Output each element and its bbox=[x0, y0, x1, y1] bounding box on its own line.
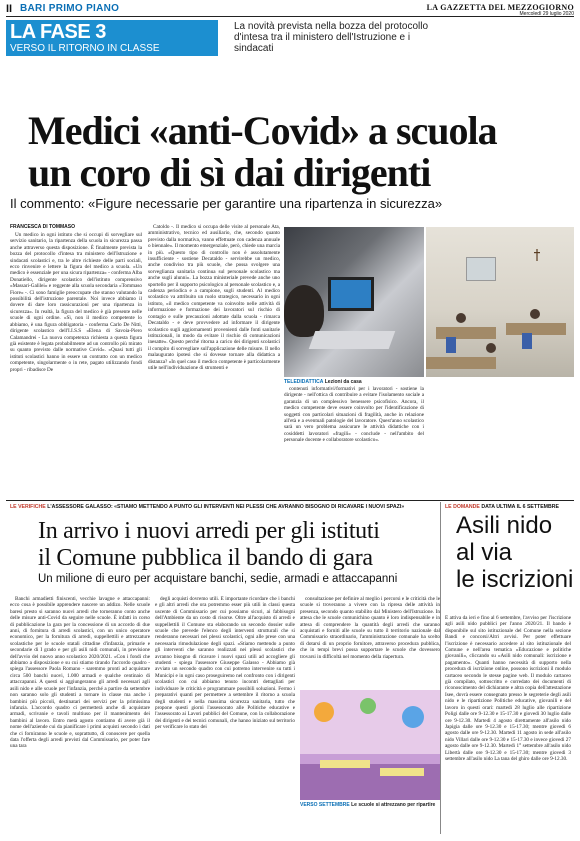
sidebar-title-line1: Asili nido bbox=[456, 512, 553, 539]
crucifix-icon bbox=[534, 249, 540, 261]
article1-col1-text: Un medico in ogni istituto che si occupi di sorvegliare sul servizio sanitario, la ripartenza della scuola in sicurezza passa anche attraverso questa disposizione. È finalmente prevista la bozza del protocollo d'intesa tra ministero dell'Istruzione e sindacati scolastici e, tra le altre richieste delle parti sociali, ecco rinvenire e lettere la figura del medico a scuola. «Un medico è essenziale per una sicura ripartenza» - conferma Alba Donatiello, dirigente scolastico dell'istituto comprensivo «Massari-Galilei» e reggente alla scuola secondaria «Tommaso Fiore» -. Ci sono famiglie preoccupate che stanno valutando la possibilità dell'istruzione parentale. Noi invece abbiamo il dovere di dare loro rassicurazioni per una ripartenza in sicurezza». In realtà, la figura del medico è già presente nelle scuole di ogni ordine. «Sì, non il medico competente lo abbiamo, è una figura obbligatoria - conferma Carlo De Nitti, dirigente scolastico dell'I.I.S.S «Elena di Savoia-Piero Calamandrei - La nuova competenza richiesta a questa figura già esistente è legata probabilmente ad un controllo più mirato su quanto previsto dalle normative Covid». «Quasi tutti gli istituti scolastici hanno in essere un contratto con un medico competente, singolarmente o in rete, pagato utilizzando fondi propri - ribadisce De bbox=[10, 232, 142, 373]
photo-desk bbox=[436, 327, 496, 339]
banner-text: La novità prevista nella bozza del protocollo d'intesa tra il ministero dell'Istruzione e i sindacati bbox=[234, 21, 429, 54]
section-divider bbox=[6, 500, 574, 501]
article2-col2-text: degli acquisti dovremo utili. È importante ricordare che i banchi e gli altri arredi che ora potremmo esser più utili in classi questa uscente di Commissario per cui possiamo sicuri, ai fabbisogni dell'Ambiente da un costo di risorse. Oltre all'acquisto di arredi e suppellettili il Comune sta elaborando un secondo dossier sulle scuole che prevede l'elenco degli interventi strutturali che si renderanno necessari nei plessi scolastici, ogni alle prese con una necessaria rimodulazione degli spazi. «Stiamo mettendo a punto gli interventi che saranno realizzati nei plessi scolastici che avranno bisogno di ricavare i nuovi spazi utili ad accogliere gli studenti - spiega l'assessore Giuseppe Galasso - Abbiamo già avviato un secondo quadro con cui potremo intervenire su tutti i Municipi e in ogni caso proseguiremo nel confronto con i dirigenti scolastici con cui abbiamo tenuto incontri dettagliati per individuare le criticità e programmare possibili soluzioni. Fermo i preparativi quanti per permettere a settembre il ritorno a scuola degli studenti e nella massima sicurezza sanitaria, tutto che propone questi giorni l'assessorato alle Politiche educative e l'assessorato ai Lavori pubblici del Comune, con la collaborazione dei dirigenti e dei tecnici comunali, che hanno iniziato sul territorio per verificare lo stato dei bbox=[155, 596, 295, 731]
photo-child bbox=[530, 309, 540, 319]
newspaper-name: LA GAZZETTA DEL MEZZOGIORNO bbox=[426, 3, 574, 12]
issue-date: Mercoledì 29 luglio 2020 bbox=[519, 11, 574, 17]
photo-child bbox=[456, 313, 466, 323]
photo-wall-decoration bbox=[360, 698, 376, 714]
photo3-caption-text: Le scuole si attrezzano per ripartire bbox=[351, 802, 436, 808]
photo-child bbox=[486, 343, 496, 353]
sidebar-title bbox=[456, 512, 573, 593]
article2-col3-text: consultazione per definire al meglio i percorsi e le criticità che le scuole si troveranno a vivere con la ripresa delle attività in presenza, secondo quanto stabilito dal Ministero dell'Istruzione. In attesa che le scuole comunichino quanto è loro indispensabile e in attesa di comprendere la quantità degli arredi che saranno acquistati e forniti alle scuole su tutto il territorio nazionale dal Commissario straordinario, l'amministrazione comunale ha scelto di dotarsi di un proprio fornitore, attraverso procedura pubblica, che in tempi brevi possa supportare le scuole che dovessero trovarsi in difficoltà nel momento della riapertura. bbox=[300, 596, 440, 660]
sidebar-title-line2: al via bbox=[456, 539, 513, 566]
sidebar-body bbox=[445, 615, 571, 833]
column-divider bbox=[440, 502, 441, 834]
article1-column-1 bbox=[10, 232, 142, 494]
sidebar-body-text: È attiva da ieri e fino al 6 settembre, l'avviso per l'iscrizione agli asili nido pubblici per l'anno 2020/21. Il bando è disponibile sul sito istituzionale del Comune nella sezione Bandi e concorsi/Altri avvisi. Per poter effettuare l'iscrizione è necessario accedere al sito istituzionale del Comune e nell'area tematica «Educazione e politiche giovanili», cliccando su «Asili nido comunali: iscrizione e pagamento». Quanti hanno necessità di supporto nella procedura di iscrizione online, possono iscrizioni il modulo cartaceo secondo le stesse pagine web. Il modulo cartaceo già compilato, sottoscritto e corredato dei documenti di riconoscimento del dichiarante e altra copia dell'attestazione Isee, dovrà essere consegnato presso le segreterie degli asili nido e le ripartizione Politiche educative, giovanili e del lavoro in questi orari: martedì 28 luglio alle ripartizione Poligi dalle ore 9-12.30 e 15-17.30 e giovedì 30 luglio dalle ore 9-12.30. Martedì 4 agosto direttamente all'asilo nido Japigia dalle ore 9-12.30 e 15-17.30; mentre giovedì 6 agosto dalle ore 9-12.30. Martedì 11 agosto in sede all'asilo nido Villari dalle ore 9-12.30 e 15-17.30 e invece giovedì 27 agosto dalle ore 9-12.30. Martedì 1° settembre all'asilo nido Libertà dalle ore 9-12.30 e 15-17.30; mentre giovedì 3 settembre all'asilo nido La tana del ghiro dalle ore 9-12.30. bbox=[445, 615, 571, 762]
fase-subtitle: VERSO IL RITORNO IN CLASSE bbox=[10, 43, 160, 54]
photo3-caption bbox=[300, 802, 435, 808]
photo-teledidattica bbox=[284, 227, 424, 377]
sidebar-kicker-label: LE DOMANDE bbox=[445, 504, 480, 510]
article2-column-1 bbox=[10, 596, 150, 834]
main-subhead: Il commento: «Figure necessarie per garantire una ripartenza in sicurezza» bbox=[10, 196, 443, 211]
photo1-caption-label: TELEDIDATTICA bbox=[284, 379, 324, 385]
section-name: BARI PRIMO PIANO bbox=[20, 3, 120, 14]
article2-kicker-label: LE VERIFICHE bbox=[10, 504, 46, 510]
photo-classroom bbox=[426, 227, 574, 377]
photo-desk bbox=[426, 357, 496, 369]
page-header bbox=[6, 3, 574, 17]
photo-table bbox=[320, 760, 370, 768]
photo-table bbox=[380, 768, 424, 776]
photo-laptop-screen bbox=[328, 277, 374, 311]
article1-column-2 bbox=[148, 224, 280, 494]
photo1-caption bbox=[284, 379, 362, 385]
main-headline-line2: un coro di sì dai dirigenti bbox=[28, 150, 431, 195]
page-number: II bbox=[6, 3, 13, 15]
article1-col3-text: contenuti informativi/formativi per i lavoratori - sostiene la dirigente - nell'ottica di contribuire a evitare l'isolamento sociale a garanzia di un complessivo benessere psicofisico. Ancora, il medico competente deve essere coinvolto per l'identificazione di soggetti con particolari situazioni di fragilità, anche in relazione all'età e a eventuali patologie del lavoratore. Quest'anno scolastico sarà un vero problema assicurare le attività didattiche con i cosiddetti lavoratori «fragili» - conclude - nell'ambito del personale docente e collaboratore scolastico». bbox=[284, 386, 424, 444]
photo-chair bbox=[522, 333, 532, 349]
photo-student-head bbox=[284, 285, 324, 337]
article2-column-2 bbox=[155, 596, 295, 834]
fase-title: LA FASE 3 bbox=[10, 21, 106, 43]
article2-headline bbox=[38, 518, 380, 572]
main-headline bbox=[28, 110, 497, 194]
sidebar-kicker bbox=[445, 504, 559, 510]
main-headline-line1: Medici «anti-Covid» a scuola bbox=[28, 108, 497, 153]
photo-chair bbox=[446, 337, 456, 353]
photo-wall-decoration bbox=[402, 706, 424, 728]
photo-desk bbox=[506, 323, 566, 335]
article2-subhead: Un milione di euro per acquistare banchi, sedie, armadi e attaccapanni bbox=[38, 573, 398, 585]
photo3-caption-label: VERSO SETTEMBRE bbox=[300, 802, 350, 808]
photo-keyboard bbox=[309, 331, 396, 349]
sidebar-title-line3: le iscrizioni bbox=[456, 566, 574, 593]
photo1-caption-text: Lezioni da casa bbox=[324, 379, 362, 385]
photo-nursery bbox=[300, 690, 440, 800]
article2-kicker-text: L'ASSESSORE GALASSO: «STIAMO METTENDO A PUNTO GLI INTERVENTI NEI PLESSI CHE AVRANNO BISOGNO DI RICAVARE I NUOVI SPAZI» bbox=[47, 504, 405, 510]
photo-wall-decoration bbox=[314, 702, 334, 722]
fase-box bbox=[6, 20, 218, 56]
topic-banner bbox=[6, 20, 574, 56]
byline: FRANCESCA DI TOMMASO bbox=[10, 224, 75, 230]
article2-headline-line2: il Comune pubblica il bando di gara bbox=[38, 545, 373, 571]
sidebar-kicker-text: DATA ULTIMA IL 6 SETTEMBRE bbox=[481, 504, 559, 510]
article2-headline-line1: In arrivo i nuovi arredi per gli istituti bbox=[38, 518, 380, 544]
photo-board bbox=[466, 257, 496, 281]
article2-col1-text: Banchi armadietti finiscenti, vecchie lavagne e attaccapanni: ecco cosa è possibile apprendere nascere un addizo. Nelle scuole baresi presto si saranno nuovi arredi che torneranno conto anche delle misure anti-Covid da seguire nelle scuole. È infatti in corso di pubblicazione la gara per la concessione di un accordo di due anni, di fornitura di arredi scolastici, con un unico operatore economico, per la fornitura di arredi, suppellettili e attrezzature scolastiche per le scuole statali cittadine d'infanzia, primarie e secondarie di I grado e per gli asili nidi comunali, in previsione dell'avvio del nuovo anno scolastico 2020/2021. «Con i fondi che abbiamo a disposizione e su cui stiamo tirando l'accordo quadro - spiega l'assessore Paola Romano - saremmo pronti ad acquistare circa 500 banchi nuovi, 1.000 armadi e qualche centinaio di attaccapanni. A questi si aggiungeranno gli arredi necessari agli asili nido e alle scuole per l'infanzia, perché a partire da settembre non saranno solo gli studenti a tornare in classe ma anche i bambini più piccoli, destinatari dei servizi per la primissima infanzia. L'accordo quadro ci permetterà anche di acquistare armadi, scrivanie e tavoli multiuso per il mantenimento dei bambini al lavoro. Entro metà agosto contiamo di avere già il nome dell'aziende cui da pianificare i primi acquisti secondo i dati che ci forniranno le scuole e, soprattutto, di conoscere per quella data l'offerta degli arredi previsti dal Commissario, per poter fare una tara bbox=[10, 596, 150, 750]
article2-kicker bbox=[10, 504, 404, 510]
article1-column-3 bbox=[284, 386, 424, 494]
article1-col2-text: Catoldo -. Il medico si occupa delle visite al personale Ata, amministrativo, tecnico ed ausiliario, che, secondo quanto previsto dalla normativa, vanno effettuate con cadenza annuale o biennale». Il momento emergenziale, però, chiede una marcia in più. «Questo tipo di controllo non è assolutamente insufficiente - sostiene Decataldo - servirebbe un medico, anche condiviso tra più scuole, che possa svolgere una sorveglianza sanitaria continua sul personale scolastico ma anche sugli alunni». La bozza ministeriale prevede anche uno sportello per il supporto psicologico al personale scolastico e, a cadenza periodica e a campione, sugli studenti. Al medico scolastico va attribuito un ruolo strategico, necessario in ogni istituto, «il medico competente va coinvolto nelle attività di informazione e formazione dei lavoratori sul rischio di contagio e sulle precauzioni adottate dalla scuola - rimarca Decataldo - e deve provvedere ad informare il dirigente scolastico sugli aggiornamenti provenienti dalle fonti sanitarie istituzionali, in modo da evitare il rischio di comunicazioni inesatte». Questo perché ritorna a carico dei dirigenti scolastici il compito di sorvegliare sull'applicazione delle misure. Il nello malaugurato ipotesi che si dovesse tornare alla didattica a distanza? «In quel caso il medico competente è particolarmente utile nell'individuazione di strumenti e bbox=[148, 224, 280, 371]
article2-column-3 bbox=[300, 596, 440, 688]
